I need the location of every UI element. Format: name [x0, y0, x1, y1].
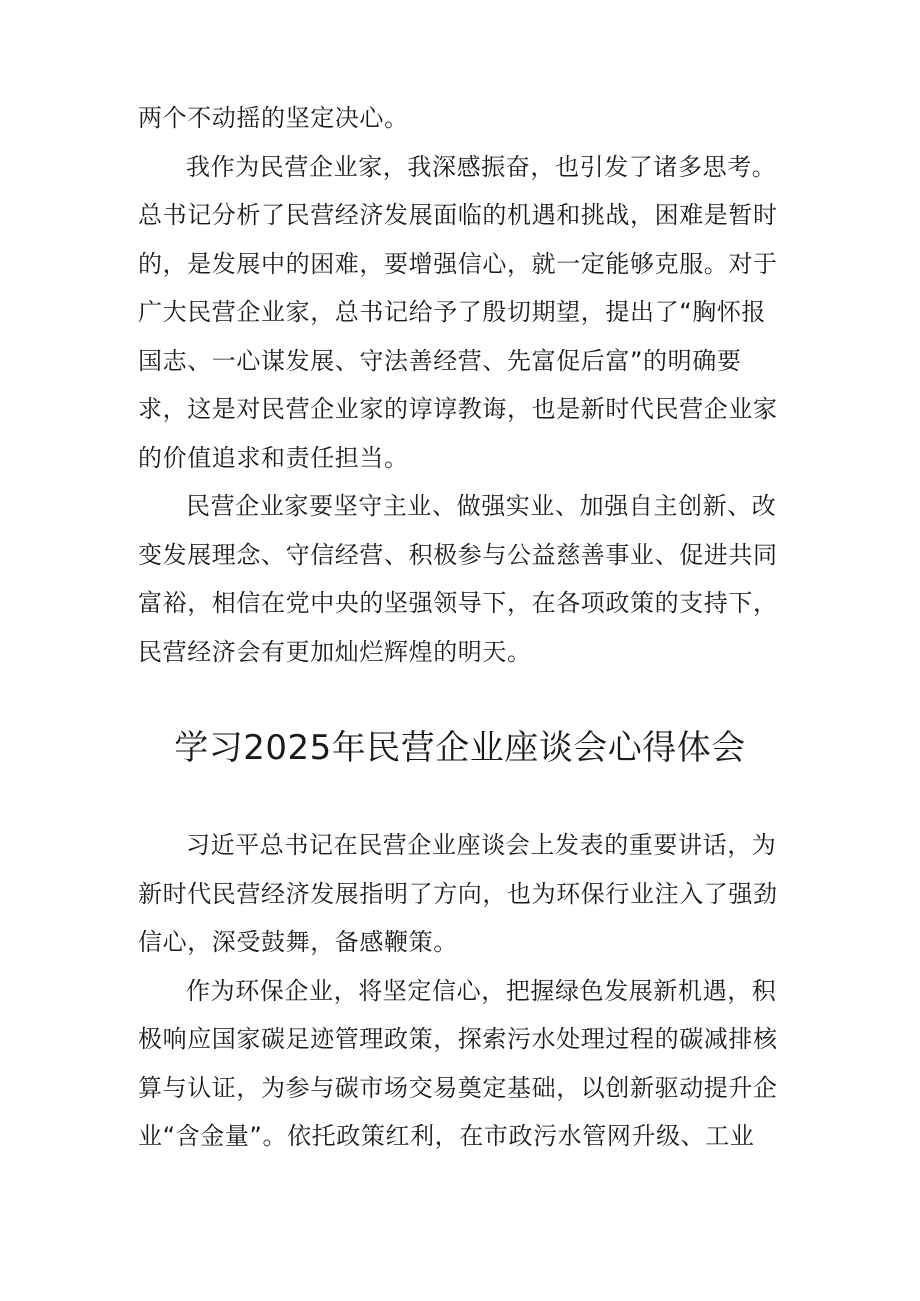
text-line: 广大民营企业家，总书记给予了殷切期望，提出了“胸怀报	[138, 298, 767, 326]
text-line: 的价值追求和责任担当。	[138, 443, 409, 472]
text-line: 极响应国家碳足迹管理政策，探索污水处理过程的碳减排核	[138, 1025, 778, 1053]
text-line: 新时代民营经济发展指明了方向，也为环保行业注入了强劲	[138, 879, 778, 908]
paragraph-start-line: 我作为民营企业家，我深感振奋，也引发了诸多思考。	[186, 152, 777, 181]
text-line: 民营经济会有更加灿烂辉煌的明天。	[138, 637, 532, 666]
text-line: 业“含金量”。依托政策红利，在市政污水管网升级、工业	[138, 1122, 755, 1150]
paragraph-start-line: 作为环保企业，将坚定信心，把握绿色发展新机遇，积	[186, 976, 777, 1005]
text-line: 总书记分析了民营经济发展面临的机遇和挑战，困难是暂时	[138, 201, 778, 229]
paragraph-start-line: 民营企业家要坚守主业、做强实业、加强自主创新、改	[186, 492, 777, 520]
text-line: 算与认证，为参与碳市场交易奠定基础，以创新驱动提升企	[138, 1073, 778, 1102]
text-block-b	[138, 821, 788, 1161]
text-line: 求，这是对民营企业家的谆谆教诲，也是新时代民营企业家	[138, 395, 778, 423]
text-line: 变发展理念、守信经营、积极参与公益慈善事业、促进共同	[138, 540, 778, 569]
text-line: 信心，深受鼓舞，备感鞭策。	[138, 928, 458, 956]
text-block-a	[138, 94, 788, 676]
text-line: 富裕，相信在党中央的坚强领导下，在各项政策的支持下，	[138, 589, 778, 617]
text-line: 国志、一心谋发展、守法善经营、先富促后富”的明确要	[138, 346, 742, 375]
text-line: 两个不动摇的坚定决心。	[138, 104, 409, 132]
paragraph-start-line: 习近平总书记在民营企业座谈会上发表的重要讲话，为	[186, 831, 777, 859]
text-line: 的，是发展中的困难，要增强信心，就一定能够克服。对于	[138, 249, 778, 278]
section-title: 学习2025年民营企业座谈会心得体会	[174, 728, 746, 768]
